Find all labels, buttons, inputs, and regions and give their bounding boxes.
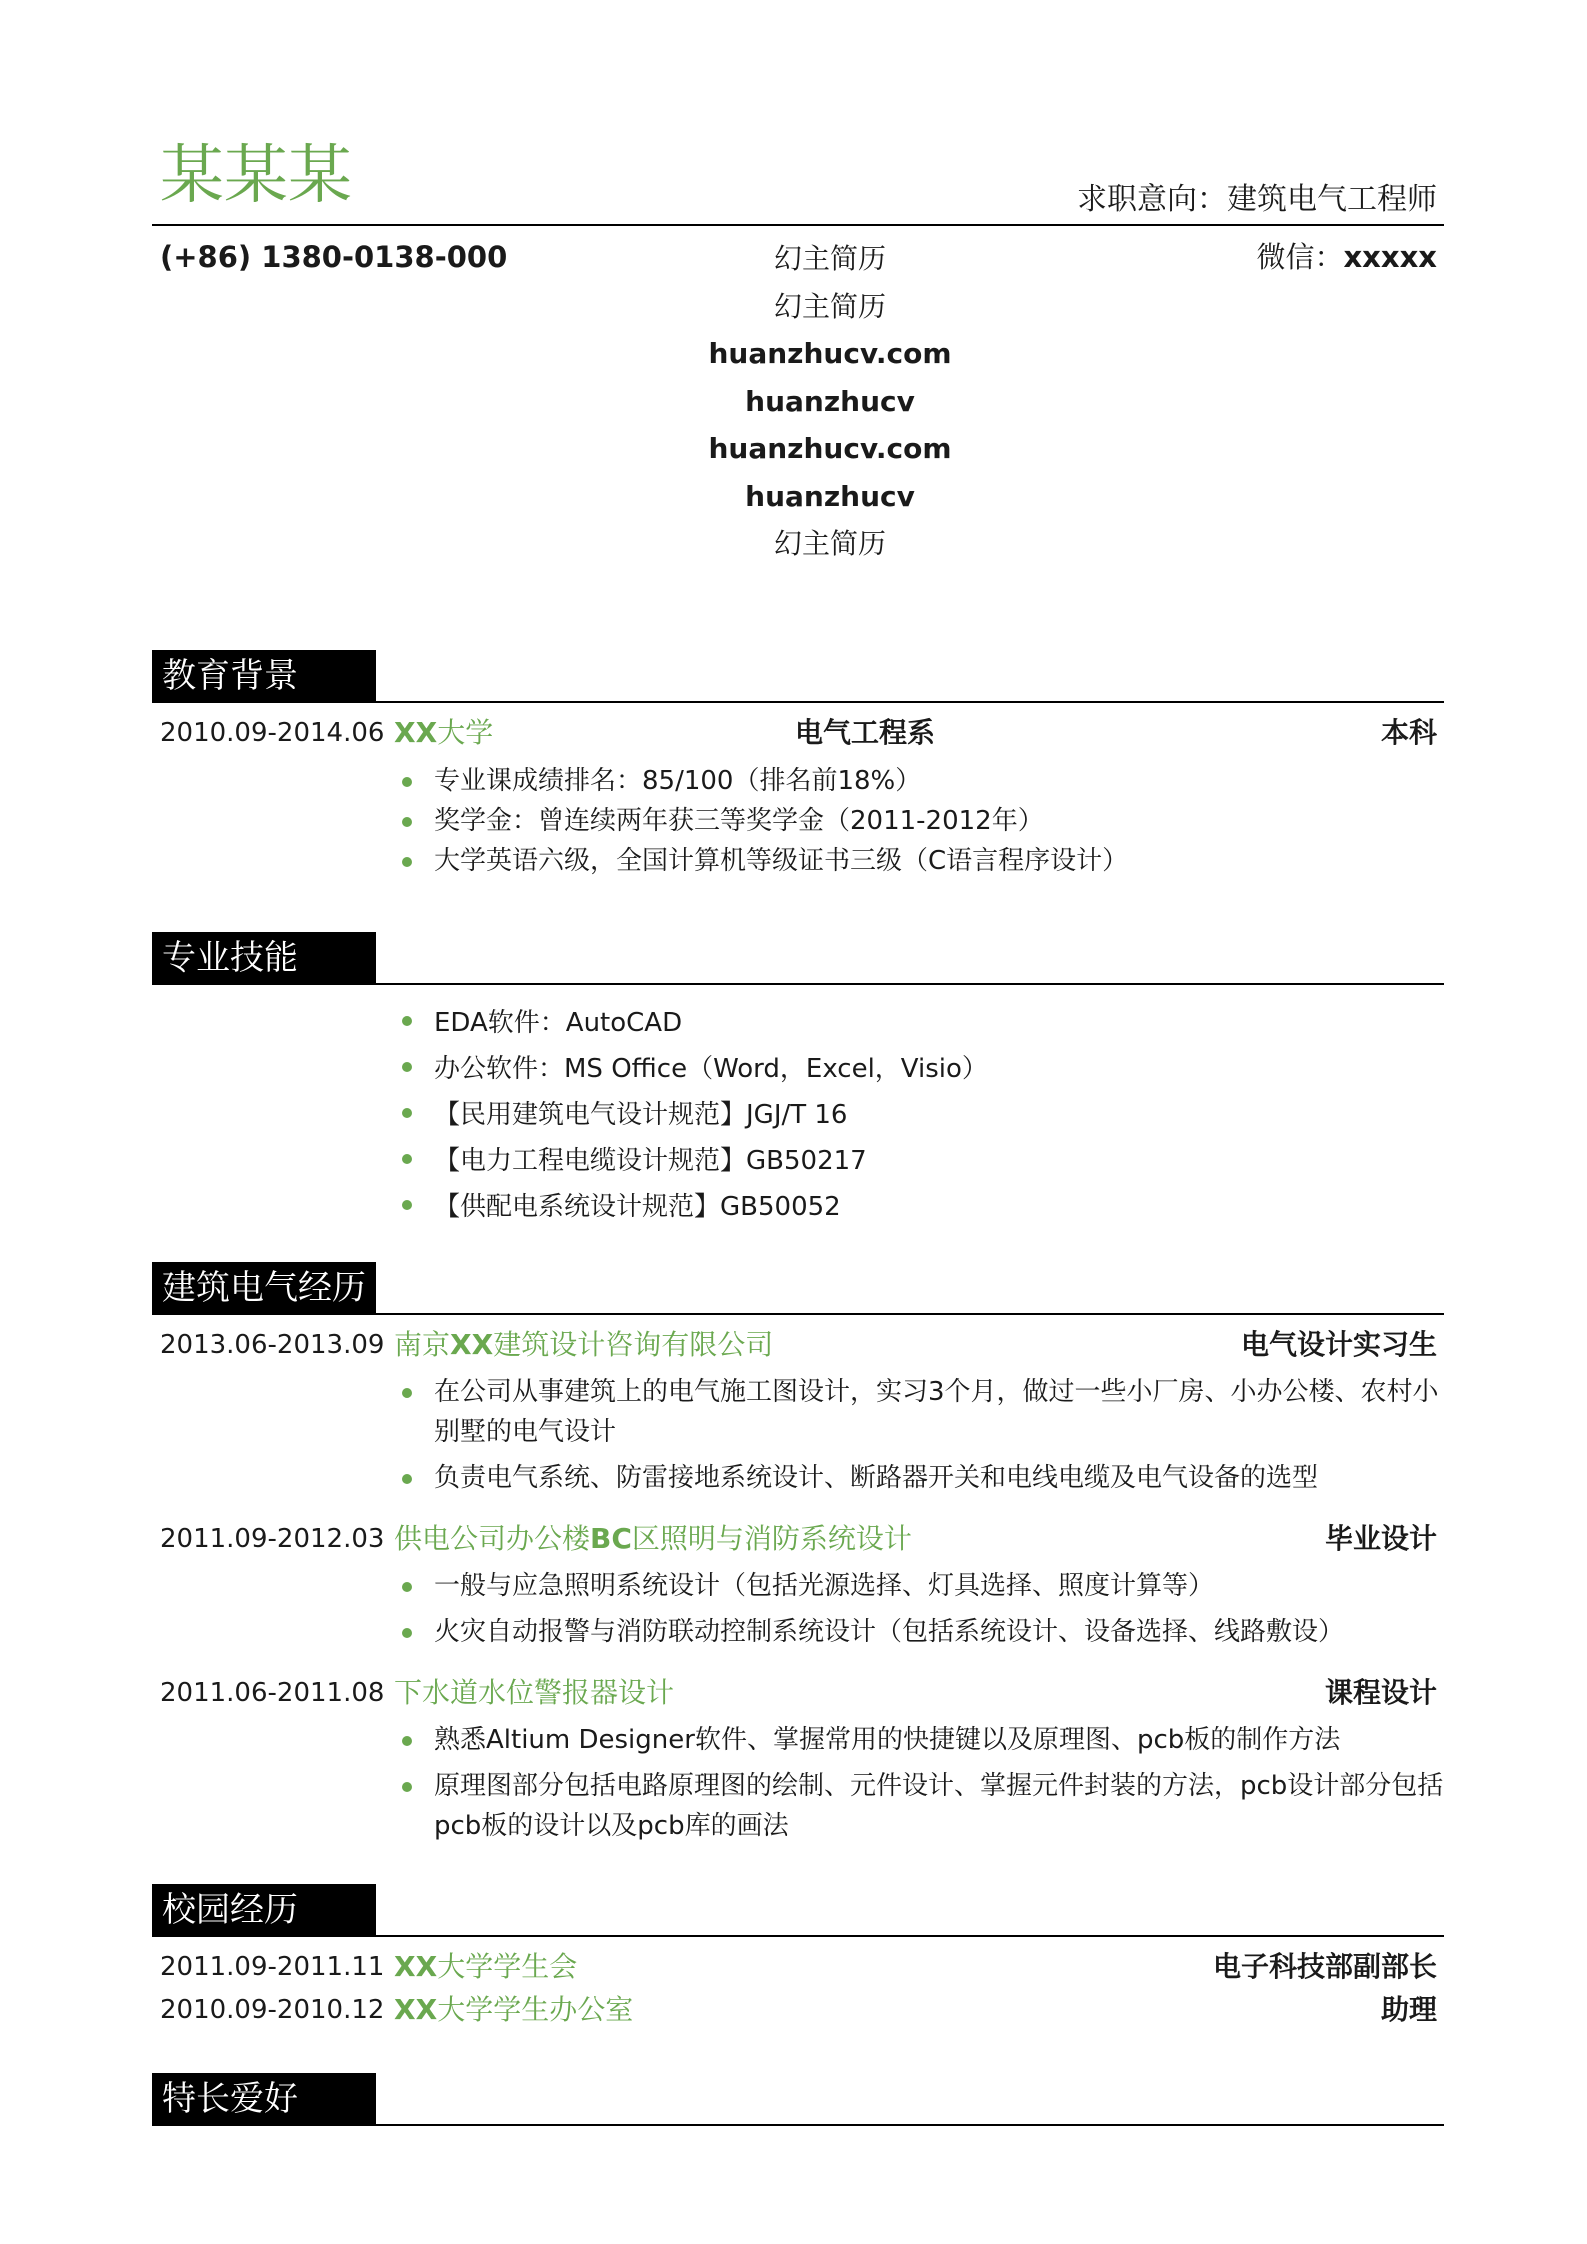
experience-role: 电气设计实习生 xyxy=(1240,1328,1437,1361)
education-school xyxy=(394,715,493,751)
watermark-text: 幻主简历 xyxy=(773,289,886,323)
list-item: 【供配电系统设计规范】GB50052 xyxy=(398,1184,1444,1230)
wechat-contact xyxy=(1256,237,1437,277)
org-xx: XX xyxy=(450,1328,494,1361)
experience-bullets xyxy=(398,1566,1444,1652)
watermark-text: huanzhucv.com xyxy=(708,432,952,465)
section-title: 教育背景 xyxy=(162,656,298,696)
watermark-text: huanzhucv.com xyxy=(708,337,952,370)
section-divider xyxy=(152,1313,1444,1315)
school-name: 大学 xyxy=(437,716,494,749)
experience-bullets xyxy=(398,1720,1444,1846)
list-item: 熟悉Altium Designer软件、掌握常用的快捷键以及原理图、pcb板的制作方法 xyxy=(398,1720,1444,1760)
education-date: 2010.09-2014.06 xyxy=(160,718,385,748)
section-divider xyxy=(152,983,1444,985)
list-item: EDA软件：AutoCAD xyxy=(398,1000,1444,1046)
campus-organization xyxy=(394,1949,577,1985)
list-item: 一般与应急照明系统设计（包括光源选择、灯具选择、照度计算等） xyxy=(398,1566,1444,1606)
school-xx: XX xyxy=(394,716,438,749)
section-header-campus xyxy=(152,1884,376,1936)
wechat-value: xxxxx xyxy=(1343,240,1437,274)
org-text: 大学学生会 xyxy=(437,1950,578,1983)
experience-role: 课程设计 xyxy=(1324,1676,1437,1709)
watermark-text: huanzhucv xyxy=(745,384,915,418)
experience-organization xyxy=(394,1675,674,1711)
section-title: 建筑电气经历 xyxy=(162,1268,366,1308)
watermark-text: huanzhucv xyxy=(745,479,915,513)
section-header-hobbies xyxy=(152,2073,376,2125)
list-item: 【电力工程电缆设计规范】GB50217 xyxy=(398,1138,1444,1184)
watermark-text: 幻主简历 xyxy=(773,242,886,275)
section-title: 校园经历 xyxy=(162,1890,298,1930)
list-item: 办公软件：MS Office（Word，Excel，Visio） xyxy=(398,1046,1444,1092)
campus-date: 2011.09-2011.11 xyxy=(160,1952,385,1982)
org-text: 区照明与消防系统设计 xyxy=(631,1522,912,1555)
experience-organization xyxy=(394,1327,773,1363)
watermark-stack xyxy=(500,235,1160,568)
list-item: 火灾自动报警与消防联动控制系统设计（包括系统设计、设备选择、线路敷设） xyxy=(398,1612,1444,1652)
org-text: 建筑设计咨询有限公司 xyxy=(493,1328,774,1361)
experience-organization xyxy=(394,1521,912,1557)
education-degree: 本科 xyxy=(1380,716,1437,749)
section-divider xyxy=(152,1935,1444,1937)
list-item: 大学英语六级，全国计算机等级证书三级（C语言程序设计） xyxy=(398,841,1444,881)
section-header-education xyxy=(152,650,376,702)
org-text: 下水道水位警报器设计 xyxy=(394,1676,675,1709)
org-xx: XX xyxy=(394,1950,438,1983)
section-divider xyxy=(152,2124,1444,2126)
campus-role: 助理 xyxy=(1380,1993,1437,2026)
wechat-label: 微信： xyxy=(1256,240,1344,274)
experience-role: 毕业设计 xyxy=(1324,1522,1437,1555)
org-xx: BC xyxy=(590,1522,632,1555)
section-divider xyxy=(152,701,1444,703)
list-item: 原理图部分包括电路原理图的绘制、元件设计、掌握元件封装的方法，pcb设计部分包括pcb板的设计以及pcb库的画法 xyxy=(398,1766,1444,1846)
org-text: 大学学生办公室 xyxy=(437,1993,634,2026)
section-title: 特长爱好 xyxy=(162,2079,298,2119)
campus-date: 2010.09-2010.12 xyxy=(160,1995,385,2025)
experience-bullets xyxy=(398,1372,1444,1498)
org-text: 供电公司办公楼 xyxy=(394,1522,591,1555)
section-header-skills xyxy=(152,932,376,984)
org-text: 南京 xyxy=(394,1328,451,1361)
experience-date: 2013.06-2013.09 xyxy=(160,1330,385,1360)
watermark-text: 幻主简历 xyxy=(773,527,886,560)
education-department: 电气工程系 xyxy=(795,716,936,749)
list-item: 负责电气系统、防雷接地系统设计、断路器开关和电线电缆及电气设备的选型 xyxy=(398,1458,1444,1498)
candidate-name: 某某某 xyxy=(160,139,352,213)
skills-bullets xyxy=(398,1000,1444,1230)
list-item: 【民用建筑电气设计规范】JGJ/T 16 xyxy=(398,1092,1444,1138)
job-objective: 求职意向：建筑电气工程师 xyxy=(1077,182,1437,217)
section-title: 专业技能 xyxy=(162,938,298,978)
list-item: 奖学金：曾连续两年获三等奖学金（2011-2012年） xyxy=(398,801,1444,841)
org-xx: XX xyxy=(394,1993,438,2026)
experience-date: 2011.06-2011.08 xyxy=(160,1678,385,1708)
list-item: 专业课成绩排名：85/100（排名前18%） xyxy=(398,761,1444,801)
campus-role: 电子科技部副部长 xyxy=(1212,1950,1437,1983)
section-header-experience xyxy=(152,1262,376,1314)
header-divider xyxy=(152,224,1444,226)
campus-organization xyxy=(394,1992,633,2028)
list-item: 在公司从事建筑上的电气施工图设计，实习3个月，做过一些小厂房、小办公楼、农村小别墅的电气设计 xyxy=(398,1372,1444,1452)
phone-number: (+86) 1380-0138-000 xyxy=(160,240,508,274)
experience-date: 2011.09-2012.03 xyxy=(160,1524,385,1554)
education-bullets xyxy=(398,761,1444,881)
